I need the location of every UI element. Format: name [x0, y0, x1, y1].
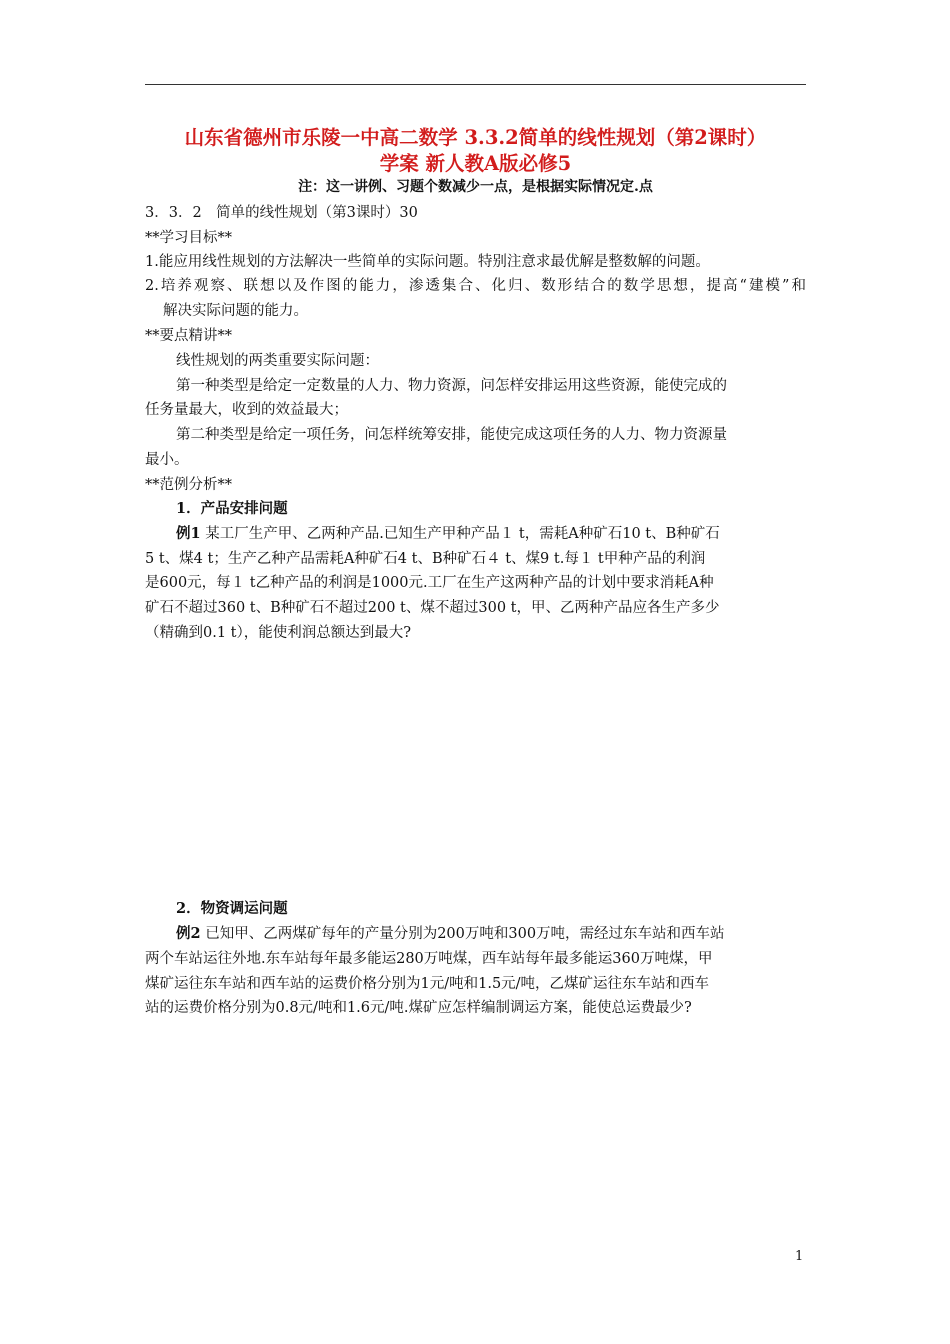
page-number: 1	[795, 1249, 804, 1264]
goal-2-line-2: 解决实际问题的能力。	[163, 303, 308, 319]
key-points-intro: 线性规划的两类重要实际问题：	[176, 353, 379, 369]
type-2-line-2: 最小。	[145, 452, 189, 468]
example-1-line-3: 是600元，每１ t乙种产品的利润是1000元.工厂在生产这两种产品的计划中要求消耗A种	[145, 575, 714, 591]
key-points-heading: **要点精讲**	[145, 328, 232, 344]
goal-1: 1.能应用线性规划的方法解决一些简单的实际问题。特别注意求最优解是整数解的问题。	[145, 254, 710, 270]
example-2-line-4: 站的运费价格分别为0.8元/吨和1.6元/吨.煤矿应怎样编制调运方案，能使总运费最少?	[145, 1000, 692, 1016]
problem-1-heading: 1．产品安排问题	[176, 500, 288, 517]
document-title-line-1: 山东省德州市乐陵一中高二数学 3.3.2简单的线性规划（第2课时）	[184, 126, 767, 149]
goals-heading: **学习目标**	[145, 230, 232, 246]
example-2-line-1	[176, 923, 725, 945]
example-1-line-1	[176, 523, 720, 545]
type-2-line-1: 第二种类型是给定一项任务，问怎样统筹安排，能使完成这项任务的人力、物力资源量	[176, 427, 727, 443]
example-2-text-1: 已知甲、乙两煤矿每年的产量分别为200万吨和300万吨，需经过东车站和西车站	[200, 926, 725, 942]
teacher-note: 注：这一讲例、习题个数减少一点，是根据实际情况定.点	[298, 179, 653, 195]
goal-2-line-1: 2.培养观察、联想以及作图的能力，渗透集合、化归、数形结合的数学思想，提高“建模”和	[145, 278, 806, 294]
section-heading: 3．3．2 简单的线性规划（第3课时）30	[145, 205, 418, 221]
example-2-line-3: 煤矿运往东车站和西车站的运费价格分别为1元/吨和1.5元/吨，乙煤矿运往东车站和西车	[145, 976, 710, 992]
type-1-line-1: 第一种类型是给定一定数量的人力、物力资源，问怎样安排运用这些资源，能使完成的	[176, 378, 727, 394]
problem-2-heading: 2．物资调运问题	[176, 900, 288, 917]
type-1-line-2: 任务量最大，收到的效益最大；	[145, 402, 348, 418]
examples-heading: **范例分析**	[145, 477, 232, 493]
document-title-line-2: 学案 新人教A版必修5	[379, 152, 572, 175]
example-2-label: 例2	[176, 925, 201, 942]
example-1-label: 例1	[176, 525, 201, 542]
example-1-text-1: 某工厂生产甲、乙两种产品.已知生产甲种产品１ t，需耗A种矿石10 t、B种矿石	[200, 526, 720, 542]
example-2-line-2: 两个车站运往外地.东车站每年最多能运280万吨煤，西车站每年最多能运360万吨煤，甲	[145, 951, 713, 967]
example-1-line-4: 矿石不超过360 t、B种矿石不超过200 t、煤不超过300 t，甲、乙两种产品应各生产多少	[145, 600, 720, 616]
example-1-line-5: （精确到0.1 t），能使利润总额达到最大?	[145, 625, 412, 641]
example-1-line-2: 5 t、煤4 t；生产乙种产品需耗A种矿石4 t、B种矿石４ t、煤9 t.每１ t甲种产品的利润	[145, 551, 706, 567]
header-rule	[145, 84, 806, 85]
